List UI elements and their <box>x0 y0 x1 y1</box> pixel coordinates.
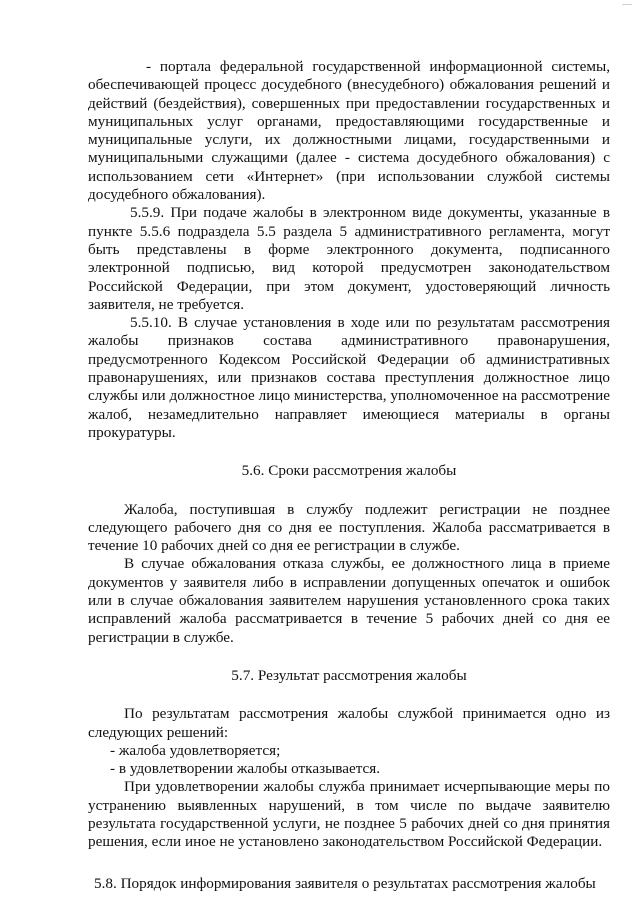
heading-5-6: 5.6. Сроки рассмотрения жалобы <box>241 462 457 480</box>
document-page <box>88 58 610 893</box>
spacer <box>88 852 610 875</box>
paragraph-5-5-9: 5.5.9. При подаче жалобы в электронном виде документы, указанные в пункте 5.5.6 подраздела 5.5 раздела 5 административного регламента, могут быть представлены в форме электронного документа, подписанного электронной подписью, вид которой предусмотрен законодательством Российской Федерации, при этом документ, удостоверяющий личность заявителя, не требуется. <box>88 204 610 313</box>
portal-list-item: - портала федеральной государственной информационной системы, обеспечивающей процесс досудебного (внесудебного) обжалования решений и действий (бездействия), совершенных при предоставлении государственных и муниципальных услуг органами, предоставляющими государственные и муниципальные услуги, их должностными лицами, государственными и муниципальными служащими (далее - система досудебного обжалования) с использованием сети «Интернет» (при использовании службой системы досудебного обжалования). <box>88 58 610 204</box>
decision-satisfied: - жалоба удовлетворяется; <box>110 741 281 759</box>
paragraph-5-6-refusal: В случае обжалования отказа службы, ее должностного лица в приеме документов у заявителя либо в исправлении допущенных опечаток и ошибок или в случае обжалования заявителем нарушения установленного срока таких исправлений жалоба рассматривается в течение 5 рабочих дней со дня ее регистрации в службе. <box>88 555 610 646</box>
decision-refused: - в удовлетворении жалобы отказывается. <box>110 760 381 778</box>
spacer <box>88 442 610 462</box>
heading-5-8: 5.8. Порядок информирования заявителя о результатах рассмотрения жалобы <box>94 874 596 892</box>
paragraph-5-7-intro: По результатам рассмотрения жалобы службой принимается одно из следующих решений: <box>88 705 610 741</box>
paragraph-5-5-10: 5.5.10. В случае установления в ходе или по результатам рассмотрения жалобы признаков состава административного правонарушения, предусмотренного Кодексом Российской Федерации об административных правонарушениях, или признаков состава преступления должностное лицо службы или должностное лицо министерства, уполномоченное на рассмотрение жалоб, незамедлительно направляет имеющиеся материалы в органы прокуратуры. <box>88 314 610 441</box>
page-corner-mark <box>622 4 632 11</box>
paragraph-5-7-satisfaction: При удовлетворении жалобы служба принимает исчерпывающие меры по устранению выявленных нарушений, в том числе по выдаче заявителю результата государственной услуги, не позднее 5 рабочих дней со дня принятия решения, если иное не установлено законодательством Российской Федерации. <box>88 778 610 851</box>
spacer <box>88 685 610 705</box>
paragraph-5-6-registration: Жалоба, поступившая в службу подлежит регистрации не позднее следующего рабочего дня со дня ее поступления. Жалоба рассматривается в течение 10 рабочих дней со дня ее регистрации в службе. <box>88 500 610 555</box>
spacer <box>88 481 610 501</box>
heading-5-7: 5.7. Результат рассмотрения жалобы <box>231 666 467 684</box>
spacer <box>88 647 610 667</box>
